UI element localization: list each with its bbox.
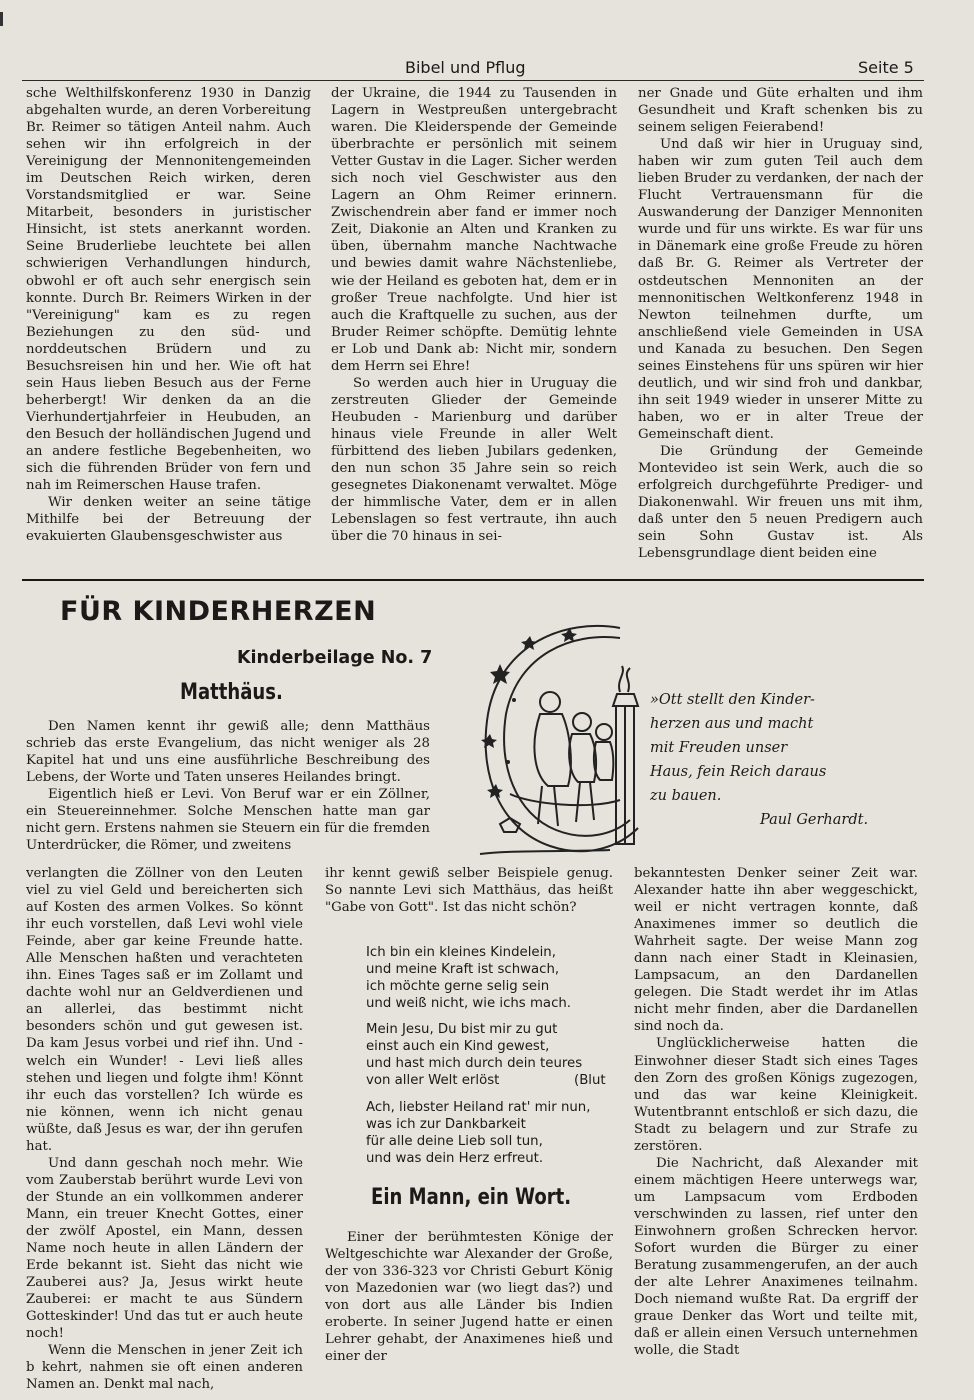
paragraph: Und dann geschah noch mehr. Wie vom Zauberstab berührt wurde Levi von der Stunde an ein vollkommen anderer Mann, ein treuer Knecht Gottes, einer der zwölf Apostel, ein Mann, dessen Name noch heute in allen Ländern der Erde bekannt ist. Sieht das nicht wie Zauberei aus? Ja, Jesus wirkt heute Zauberei: er macht te aus Sündern Gotteskinder! Und das tut er auch heute noch! (26, 1155, 303, 1342)
paragraph: So werden auch hier in Uruguay die zerstreuten Glieder der Gemeinde Heubuden - Marienburg und darüber hinaus viele Freunde in aller Welt fürbittend des lieben Jubilars gedenken, den nun schon 35 Jahre sein so reich gesegnetes Diakonenamt verwaltet. Möge der himmlische Vater, dem er in allen Lebenslagen so fest vertraute, ihn auch über die 70 hinaus in sei- (331, 375, 617, 545)
top-column-3 (638, 85, 923, 562)
paragraph: ihr kennt gewiß selber Beispiele genug. So nannte Levi sich Matthäus, das heißt "Gabe von Gott". Ist das nicht schön? (325, 866, 613, 916)
article-title: Ein Mann, ein Wort. (371, 1185, 572, 1210)
quote-line: Haus, fein Reich daraus (650, 764, 827, 780)
poem-verse (366, 1099, 590, 1167)
bottom-column-3 (634, 865, 918, 1359)
paragraph: Unglücklicherweise hatten die Einwohner dieser Stadt sich eines Tages den Zorn des großen Königs zugezogen, und das war keine Kleinigkeit. Wutentbrannt entschloß er sich dazu, die Stadt zu belagern und zur Strafe zu zerstören. (634, 1036, 918, 1154)
paragraph: Einer der berühmtesten Könige der Weltgeschichte war Alexander der Große, der von 336-323 vor Christi Geburt König von Mazedonien war (wo liegt das?) und von dort aus alle Länder bis Indien eroberte. In seiner Jugend hatte er einen Lehrer gehabt, der Anaximenes hieß und einer der (325, 1230, 613, 1365)
paragraph: Eigentlich hieß er Levi. Von Beruf war er ein Zöllner, ein Steuereinnehmer. Solche Menschen hatte man gar nicht gern. Erstens nahmen sie Steuern ein für die fremden Unterdrücker, die Römer, und zweitens (26, 787, 430, 854)
poem-verse (366, 1021, 606, 1089)
verse-line: Ach, liebster Heiland rat' mir nun, (366, 1100, 591, 1115)
verse-line: und meine Kraft ist schwach, (366, 962, 560, 978)
verse-line: für alle deine Lieb soll tun, (366, 1134, 543, 1150)
bottom-column-1 (26, 865, 303, 1393)
paragraph: ner Gnade und Güte erhalten und ihm Gesundheit und Kraft schenken bis zu seinem seligen Feierabend! (638, 86, 923, 136)
handwritten-quote (650, 688, 826, 808)
paragraph: Wenn die Menschen in jener Zeit ich b kehrt, nahmen sie oft einen anderen Namen an. Denkt mal nach, (26, 1343, 303, 1393)
verse-line: ich möchte gerne selig sein (366, 979, 550, 995)
supplement-label: Kinderbeilage No. 7 (237, 648, 433, 668)
poem-verse (366, 944, 571, 1012)
verse-line: von aller Welt erlöst (366, 1073, 500, 1089)
page-edge-mark (0, 12, 3, 26)
verse-line: und hast mich durch dein teures (366, 1056, 583, 1072)
paragraph: der Ukraine, die 1944 zu Tausenden in Lagern in Westpreußen untergebracht waren. Die Kleiderspende der Gemeinde überbrachte er persönlich mit seinem Vetter Gustav in die Lager. Sicher werden sich noch viel Geschwister aus den Lagern an Ohm Reimer erinnern. Zwischendrein aber fand er immer noch Zeit, Diakonie an Alten und Kranken zu üben, übernahm manche Nachtwache und bewies damit wahre Nächstenliebe, wie der Heiland es geboten hat, dem er in großer Treue nachfolgte. Und hier ist auch die Kraftquelle zu suchen, aus der Bruder Reimer schöpfte. Demütig lehnte er Lob und Dank ab: Nicht mir, sondern dem Herrn sei Ehre! (331, 86, 617, 374)
section-banner: FÜR KINDERHERZEN (60, 596, 377, 627)
paragraph: Die Gründung der Gemeinde Montevideo ist sein Werk, auch die so erfolgreich durchgeführte Prediger- und Diakonenwahl. Wir freuen uns mit ihm, daß unter den 5 neuen Predigern auch sein Sohn Gustav ist. Als Lebensgrundlage dient beiden eine (638, 443, 923, 562)
paragraph: Und daß wir hier in Uruguay sind, haben wir zum guten Teil auch dem lieben Bruder zu verdanken, der nach der Flucht Vertrauensmann für die Auswanderung der Danziger Mennoniten wurde und für uns wirkte. Es war für uns in Dänemark eine große Freude zu hören daß Br. G. Reimer als Vertreter der ostdeutschen Mennoniten an der mennonitischen Weltkonferenz 1948 in Newton teilnehmen durfte, um anschließend viele Gemeinden in USA und Kanada zu besuchen. Den Segen seines Einstehens für uns spüren wir hier deutlich, und wir sind froh und dankbar, ihn seit 1949 wieder in unserer Mitte zu haben, wo er in alter Treue der Gemeinschaft dient. (638, 137, 923, 442)
verse-line: und was dein Herz erfreut. (366, 1151, 544, 1167)
verse-line: Ich bin ein kleines Kindelein, (366, 945, 556, 960)
quote-line: herzen aus und macht (650, 716, 814, 732)
paragraph: Die Nachricht, daß Alexander mit einem mächtigen Heere unterwegs war, um Lampsacum vom Erdboden verschwinden zu lassen, rief unter den Einwohnern großen Schrecken hervor. Sofort wurden die Bürger zu einer Beratung zusammengerufen, an der auch der alte Lehrer Anaximenes teilnahm. Doch niemand wußte Rat. Da ergriff der graue Denker das Wort und teilte mit, daß er allein einen Versuch unternehmen wolle, die Stadt (634, 1155, 918, 1359)
verse-line: Mein Jesu, Du bist mir zu gut (366, 1022, 558, 1037)
paragraph: Den Namen kennt ihr gewiß alle; denn Matthäus schrieb das erste Evangelium, das nicht weniger als 28 Kapitel hat und uns eine ausführliche Beschreibung des Lebens, der Worte und Taten unseres Heilandes bringt. (26, 719, 430, 786)
verse-line: einst auch ein Kind gewest, (366, 1039, 550, 1055)
initial-letter-illustration (470, 614, 640, 864)
verse-line: was ich zur Dankbarkeit (366, 1117, 526, 1133)
running-title: Bibel und Pflug (405, 58, 526, 77)
top-column-2 (331, 85, 617, 545)
bottom-column-2-continued (325, 1229, 613, 1365)
quote-line: mit Freuden unser (650, 740, 788, 756)
article-intro (26, 718, 430, 854)
verse-line-tail: (Blut (574, 1073, 606, 1088)
paragraph: sche Welthilfskonferenz 1930 in Danzig abgehalten wurde, an deren Vorbereitung Br. Reimer so tätigen Anteil nahm. Auch sehen wir ihn erfolgreich in der Vereinigung der Mennonitengemeinden im Deutschen Reich wirken, deren Vorstandsmitglied er war. Seine Mitarbeit, besonders in juristischer Hinsicht, ist stets anerkannt worden. Seine Bruderliebe leuchtete bei allen schwierigen Verhandlungen hindurch, obwohl er oft auch sehr energisch sein konnte. Durch Br. Reimers Wirken in der "Vereinigung" kam es zu regen Beziehungen zu den süd- und norddeutschen Brüdern und zu Besuchsreisen hin und her. Wie oft hat sein Haus lieben Besuch aus der Ferne beherbergt! Wir denken da an die Vierhundertjahrfeier in Heubuden, an den Besuch der holländischen Jugend und an andere festliche Begebenheiten, wo sich die führenden Brüder von fern und nah im Reimerschen Hause trafen. (26, 86, 311, 494)
header-rule (22, 80, 924, 81)
quote-line: zu bauen. (650, 788, 722, 804)
paragraph: bekanntesten Denker seiner Zeit war. Alexander hatte ihn aber weggeschickt, weil er nicht vertragen konnte, daß Anaximenes immer so deutlich die Wahrheit sagte. Der weise Mann zog dann nach einer Stadt in Kleinasien, Lampsacum, an den Dardanellen gelegen. Die Stadt werdet ihr im Atlas nicht mehr finden, aber die Dardanellen sind noch da. (634, 866, 918, 1035)
bottom-column-2 (325, 865, 613, 916)
page-number: Seite 5 (858, 58, 914, 77)
paragraph: verlangten die Zöllner von den Leuten viel zu viel Geld und bereicherten sich auf Kosten des armen Volkes. So könnt ihr euch vorstellen, daß Levi wohl viele Feinde, aber gar keine Freunde hatte. Alle Menschen haßten und verachteten ihn. Eines Tages saß er im Zollamt und dachte wohl nur an Geldverdienen und an allerlei, das bestimmt nicht besonders schön und gut gewesen ist. Da kam Jesus vorbei und rief ihn. Und - welch ein Wunder! - Levi ließ alles stehen und liegen und folgte ihm! Könnt ihr euch das vorstellen? Ich würde es nie können, wenn ich nicht genau wüßte, daß Jesus es war, der ihn gerufen hat. (26, 866, 303, 1154)
quote-signature: Paul Gerhardt. (760, 812, 869, 828)
article-title: Matthäus. (180, 680, 283, 705)
quote-line: »Ott stellt den Kinder- (650, 692, 815, 708)
top-column-1 (26, 85, 311, 545)
verse-line: und weiß nicht, wie ichs mach. (366, 996, 572, 1012)
paragraph: Wir denken weiter an seine tätige Mithilfe bei der Betreuung der evakuierten Glaubensgeschwister aus (26, 495, 311, 545)
section-separator (22, 579, 924, 581)
